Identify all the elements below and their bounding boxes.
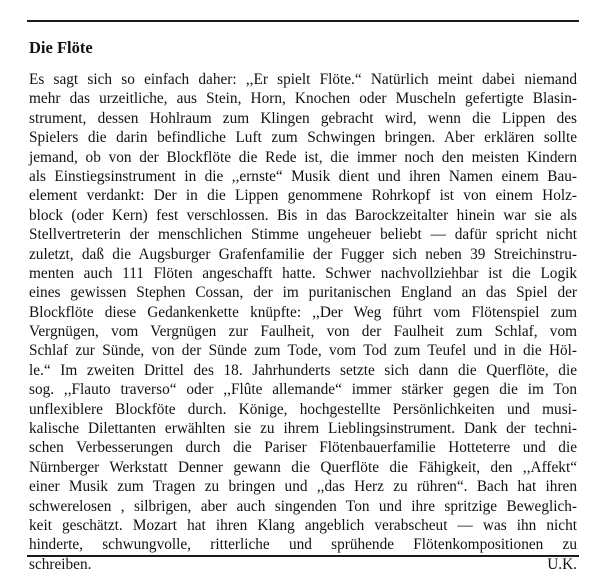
body-line: Stellvertreterin der menschlichen Stimme ungeheuer beliebt — dafür spricht nicht [29, 226, 577, 244]
body-line: strument, dessen Hohlraum zum Klingen gebracht wird, wenn die Lippen des [29, 109, 577, 127]
body-line: eines gewissen Stephen Cossan, der im puritanischen England an das Spiel der [29, 284, 577, 302]
body-line: zuletzt, daß die Augsburger Grafenfamilie der Fugger sich neben 39 Streichinstru- [29, 245, 577, 263]
body-line: le.“ Im zweiten Drittel des 18. Jahrhunderts setzte sich dann die Querflöte, die [29, 361, 577, 379]
body-line: unflexiblere Blockföte durch. Könige, hochgestellte Persönlichkeiten und musi- [29, 400, 577, 418]
body-line: Blockflöte diese Gedankenkette knüpfte: ,,Der Weg führt vom Flötenspiel zum [29, 303, 577, 321]
body-line: Vergnügen, vom Vergnügen zur Faulheit, von der Faulheit zum Schlaf, vom [29, 323, 577, 341]
author-signature: U.K. [547, 555, 577, 573]
body-line: Schlaf zur Sünde, von der Sünde zum Tode, vom Tod zum Teufel und in die Höl- [29, 342, 577, 360]
body-line: mehr das urzeitliche, aus Stein, Horn, Knochen oder Muscheln gefertigte Blasin- [29, 90, 577, 108]
body-line: menten auch 111 Flöten angeschafft hatte. Schwer nachvollziehbar ist die Logik [29, 264, 577, 282]
body-line: schen Verbesserungen durch die Pariser Flötenbauerfamilie Hotteterre und die [29, 439, 577, 457]
body-line: Spielers die darin befindliche Luft zum Schwingen bringen. Aber erklären sollte [29, 129, 577, 147]
article-body [29, 70, 577, 574]
article-title: Die Flöte [29, 38, 93, 57]
body-line: hinderte, schwungvolle, ritterliche und sprühende Flötenkompositionen zu [29, 536, 577, 554]
body-line: jemand, ob von der Blockflöte die Rede ist, die immer noch den meisten Kindern [29, 148, 577, 166]
top-rule [27, 20, 579, 22]
body-line: kalische Dilettanten erwählten sie zu ihrem Lieblingsinstrument. Dank der techni- [29, 420, 577, 438]
body-line: keit geschätzt. Mozart hat ihren Klang angeblich verabscheut — was ihn nicht [29, 516, 577, 534]
body-line: als Einstiegsinstrument in die ,,ernste“ Musik dient und ihren Namen einem Bau- [29, 167, 577, 185]
body-line: einer Musik zum Tragen zu bringen und ,,das Herz zu rühren“. Bach hat ihren [29, 478, 577, 496]
body-line: sog. ,,Flauto traverso“ oder ,,Flûte allemande“ immer stärker gegen die im Ton [29, 381, 577, 399]
body-line: schwerelosen , silbrigen, aber auch singenden Ton und ihre spritzige Beweglich- [29, 497, 577, 515]
body-line-last [29, 555, 577, 574]
body-line-text: schreiben. [29, 555, 92, 573]
body-line: element verdankt: Der in die Lippen genommene Rohrkopf ist von einem Holz- [29, 187, 577, 205]
body-line: Nürnberger Werkstatt Denner gewann die Querflöte die Fähigkeit, den ,,Affekt“ [29, 458, 577, 476]
body-line: Es sagt sich so einfach daher: ,,Er spielt Flöte.“ Natürlich meint dabei niemand [29, 71, 577, 88]
body-line: block (oder Kern) fest verschlossen. Bis in das Barockzeitalter hinein war sie als [29, 206, 577, 224]
bottom-rule [27, 555, 579, 557]
